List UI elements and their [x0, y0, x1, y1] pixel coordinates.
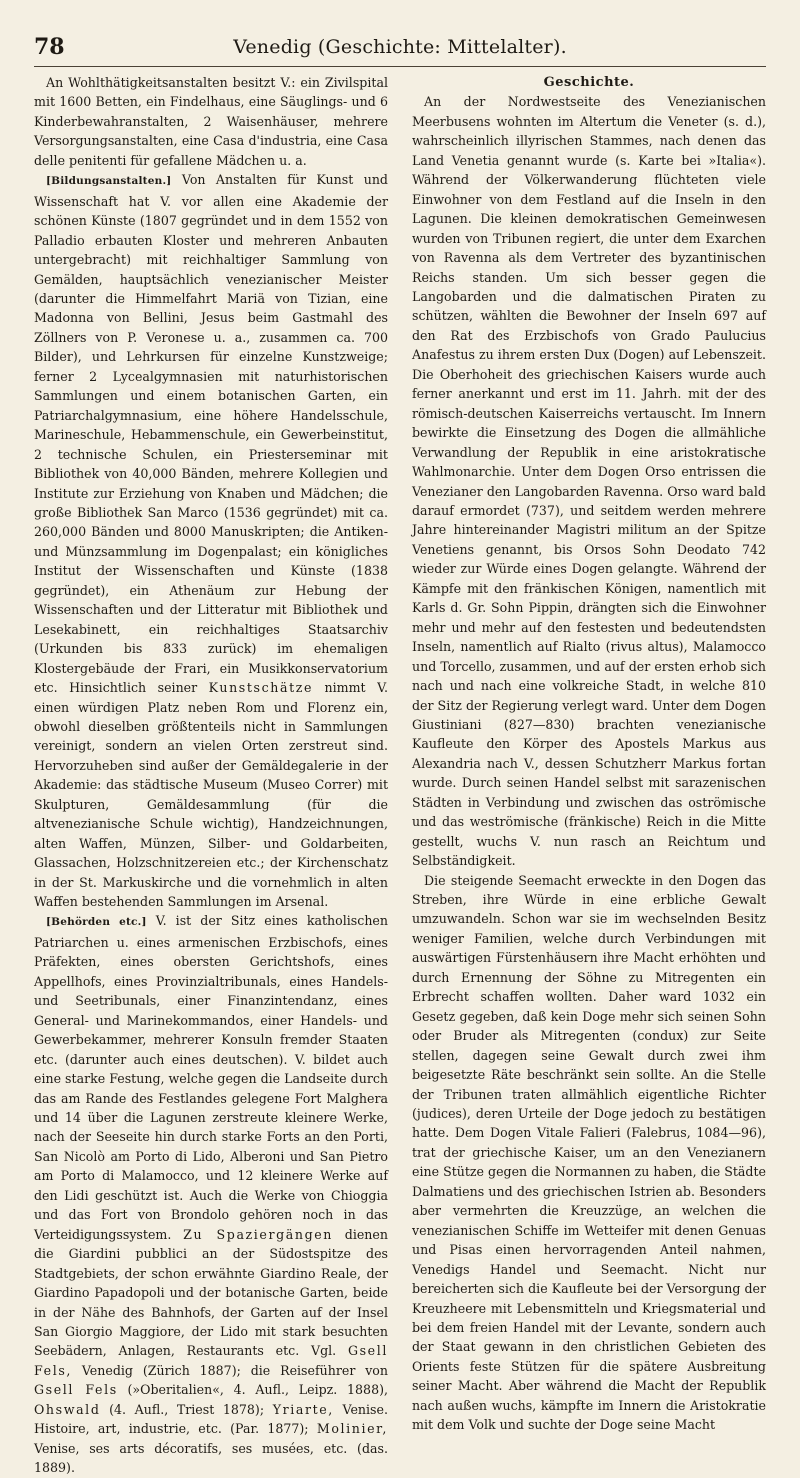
authorities-paragraph — [34, 911, 388, 1477]
walks-term: Zu Spaziergängen — [183, 1226, 333, 1242]
authorities-label: [Behörden etc.] — [46, 916, 147, 929]
walks-text: dienen die Giardini pubblici an der Südostspitze des Stadtgebiets, der schon erwähnte Giardino Reale, der Giardino Papadopoli und der botanische Garten, beide in der Nähe des Bahnhofs, der Garten auf der Insel San Giorgio Maggiore, der Lido mit stark besuchten Seebädern, Anlagen, Restaurants etc. Vgl. — [34, 1226, 388, 1359]
ref-text-2: (»Oberitalien«, 4. Aufl., Leipz. 1888), — [127, 1382, 388, 1398]
welfare-text: An Wohlthätigkeitsanstalten besitzt V.: ein Zivilspital mit 1600 Betten, ein Findelhaus, eine Säuglings- und 6 Kinderbewahranstalten, 2 Waisenhäuser, mehrere Versorgungsanstalten, eine Casa d'industria, eine Casa delle penitenti für gefallene Mädchen u. a. — [34, 75, 388, 168]
left-column — [34, 73, 389, 1476]
column-gutter — [400, 73, 401, 1253]
page-number: 78 — [34, 34, 65, 60]
section-heading: Geschichte. — [543, 75, 635, 90]
ref-author-2: Gsell Fels — [34, 1382, 118, 1398]
ref-author-1: Gsell Fels, — [34, 1343, 388, 1378]
ref-text-1: Venedig (Zürich 1887); die Reiseführer von — [81, 1362, 388, 1378]
art-lead-text: Hinsichtlich seiner — [69, 680, 198, 696]
art-treasures-term: Kunstschätze — [208, 680, 314, 696]
history-paragraph-1 — [412, 92, 766, 870]
running-head — [34, 32, 766, 67]
history-paragraph-2 — [412, 871, 766, 1435]
ref-author-5: Molinier, — [316, 1421, 388, 1437]
education-label: [Bildungsanstalten.] — [46, 175, 172, 188]
text-columns — [34, 73, 766, 1476]
ref-text-3: (4. Aufl., Triest 1878); — [109, 1401, 265, 1417]
welfare-paragraph — [34, 73, 388, 170]
ref-author-3: Ohswald — [34, 1401, 101, 1417]
page-title: Venedig (Geschichte: Mittelalter). — [233, 36, 567, 58]
ref-author-4: Yriarte, — [272, 1401, 334, 1417]
education-text: Von Anstalten für Kunst und Wissenschaft hat V. vor allen eine Akademie der schönen Künste (1807 gegründet und in dem 1552 von Palladio erbauten Kloster und mehreren Anbauten untergebracht) mit reichhaltiger Sammlung von Gemälden, hauptsächlich venezianischer Meister (darunter die Himmelfahrt Mariä von Tizian, eine Madonna von Bellini, Jesus beim Gastmahl des Zöllners von P. Veronese u. a., zusammen ca. 700 Bilder), und Lehrkursen für einzelne Kunstzweige; ferner 2 Lycealgymnasien mit naturhistorischen Sammlungen und einem botanischen Garten, ein Patriarchalgymnasium, eine höhere Handelsschule, Marineschule, Hebammenschule, ein Gewerbeinstitut, 2 technische Schulen, ein Priesterseminar mit Bibliothek von 40,000 Bänden, mehrere Kollegien und Institute zur Erziehung von Knaben und Mädchen; die große Bibliothek San Marco (1536 gegründet) mit ca. 260,000 Bänden und 8000 Manuskripten; die Antiken- und Münzsammlung im Dogenpalast; ein königliches Institut der Wissenschaften und Künste (1838 gegründet), ein Athenäum zur Hebung der Wissenschaften und der Litteratur mit Bibliothek und Lesekabinett, ein reichhaltiges Staatsarchiv (Urkunden bis 833 zurück) im ehemaligen Klostergebäude der Frari, ein Musikkonservatorium etc. — [34, 172, 388, 696]
history-text-1: An der Nordwestseite des Venezianischen Meerbusens wohnten im Altertum die Veneter (s. d.), wahrscheinlich illyrischen Stammes, nach denen das Land Venetia genannt wurde (s. Karte bei »Italia«). Während der Völkerwanderung flüchteten viele Einwohner von dem Festland auf die Inseln in den Lagunen. Die kleinen demokratischen Gemeinwesen wurden von Tribunen regiert, die unter dem Exarchen von Ravenna als dem Vertreter des byzantinischen Reichs standen. Um sich besser gegen die Langobarden und die dalmatischen Piraten zu schützen, wählten die Bewohner der Inseln 697 auf den Rat des Erzbischofs von Grado Paulucius Anafestus zu ihrem ersten Dux (Dogen) auf Lebenszeit. Die Oberhoheit des griechischen Kaisers wurde auch ferner anerkannt und erst im 11. Jahrh. mit der des römisch-deutschen Kaiserreichs vertauscht. Im Innern bewirkte die Einsetzung des Dogen die allmähliche Verwandlung der Republik in eine aristokratische Wahlmonarchie. Unter dem Dogen Orso entrissen die Venezianer den Langobarden Ravenna. Orso ward bald darauf ermordet (737), und seitdem werden mehrere Jahre hintereinander Magistri militum an der Spitze Venetiens genannt, bis Orsos Sohn Deodato 742 wieder zur Würde eines Dogen gelangte. Während der Kämpfe mit den fränkischen Königen, namentlich mit Karls d. Gr. Sohn Pippin, drängten sich die Einwohner mehr und mehr auf den festesten und bedeutendsten Inseln, namentlich auf Rialto (rivus altus), Malamocco und Torcello, zusammen, und auf der ersten erhob sich nach und nach eine volkreiche Stadt, in welche 810 der Sitz der Regierung verlegt ward. Unter dem Dogen Giustiniani (827—830) brachten venezianische Kaufleute den Körper des Apostels Markus aus Alexandria nach V., dessen Schutzherr Markus fortan wurde. Durch seinen Handel selbst mit sarazenischen Städten in Verbindung und zwischen das oströmische und das weströmische (fränkische) Reich in die Mitte gestellt, wuchs V. nun rasch an Reichtum und Selbständigkeit. — [412, 94, 766, 869]
right-column — [412, 73, 766, 1433]
education-paragraph — [34, 170, 388, 911]
ref-text-5: Venise, ses arts décoratifs, ses musées, etc. (das. 1889). — [34, 1440, 388, 1476]
authorities-text: V. ist der Sitz eines katholischen Patriarchen u. eines armenischen Erzbischofs, eines Präfekten, eines obersten Gerichtshofs, eines Appellhofs, eines Provinzialtribunals, eines Handels- und Seetribunals, einer Finanzintendanz, eines General- und Marinekommandos, einer Handels- und Gewerbekammer, mehrerer Konsuln fremder Staaten etc. (darunter auch eines deutschen). V. bildet auch eine starke Festung, welche gegen die Landseite durch das am Rande des Festlandes gelegene Fort Malghera und 14 über die Lagunen zerstreute kleinere Werke, nach der Seeseite hin durch starke Forts an den Porti, San Nicolò am Porto di Lido, Alberoni und San Pietro am Porto di Malamocco, und 12 kleinere Werke auf den Lidi geschützt ist. Auch die Werke von Chioggia und das Fort von Brondolo gehören noch in das Verteidigungssystem. — [34, 913, 389, 1242]
ref-text-4: Venise. Histoire, art, industrie, etc. (Par. 1877); — [34, 1401, 388, 1437]
history-text-2: Die steigende Seemacht erweckte in den Dogen das Streben, ihre Würde in eine erbliche Gewalt umzuwandeln. Schon war sie im wechselnden Besitz weniger Familien, welche durch Verbindungen mit auswärtigen Fürstenhäusern ihre Macht erhöhten und durch Ernennung der Söhne zu Mitregenten ein Erbrecht schaffen wollten. Daher ward 1032 ein Gesetz gegeben, daß kein Doge mehr sich seinen Sohn oder Bruder als Mitregenten (condux) zur Seite stellen, dagegen seine Gewalt durch zwei ihm beigesetzte Räte beschränkt sein sollte. An die Stelle der Tribunen traten allmählich eigentliche Richter (judices), deren Urteile der Doge jedoch zu bestätigen hatte. Dem Dogen Vitale Falieri (Falebrus, 1084—96), trat der griechische Kaiser, um an den Venezianern eine Stütze gegen die Normannen zu haben, die Städte Dalmatiens und des griechischen Istrien ab. Besonders aber vermehrten die Kreuzzüge, an welchen die venezianischen Schiffe im Wetteifer mit denen Genuas und Pisas einen hervorragenden Anteil nahmen, Venedigs Handel und Seemacht. Nicht nur bereicherten sich die Kaufleute bei der Versorgung der Kreuzheere mit Lebensmitteln und Kriegsmaterial und bei dem freien Handel mit der Levante, sondern auch der Staat gewann in den christlichen Gebieten des Orients feste Stützen für die spätere Ausbreitung seiner Macht. Aber während die Macht der Republik nach außen wuchs, kämpfte im Innern die Aristokratie mit dem Volk und suchte der Doge seine Macht — [412, 872, 766, 1433]
art-text: nimmt V. einen würdigen Platz neben Rom und Florenz ein, obwohl dieselben größtenteils nicht in Sammlungen vereinigt, sondern an vielen Orten zerstreut sind. Hervorzuheben sind außer der Gemäldegalerie in der Akademie: das städtische Museum (Museo Correr) mit Skulpturen, Gemäldesammlung (für die altvenezianische Schule wichtig), Handzeichnungen, alten Waffen, Münzen, Silber- und Goldarbeiten, Glassachen, Holzschnitzereien etc.; der Kirchenschatz in der St. Markuskirche und die vornehmlich in alten Waffen bestehenden Sammlungen im Arsenal. — [34, 680, 388, 910]
